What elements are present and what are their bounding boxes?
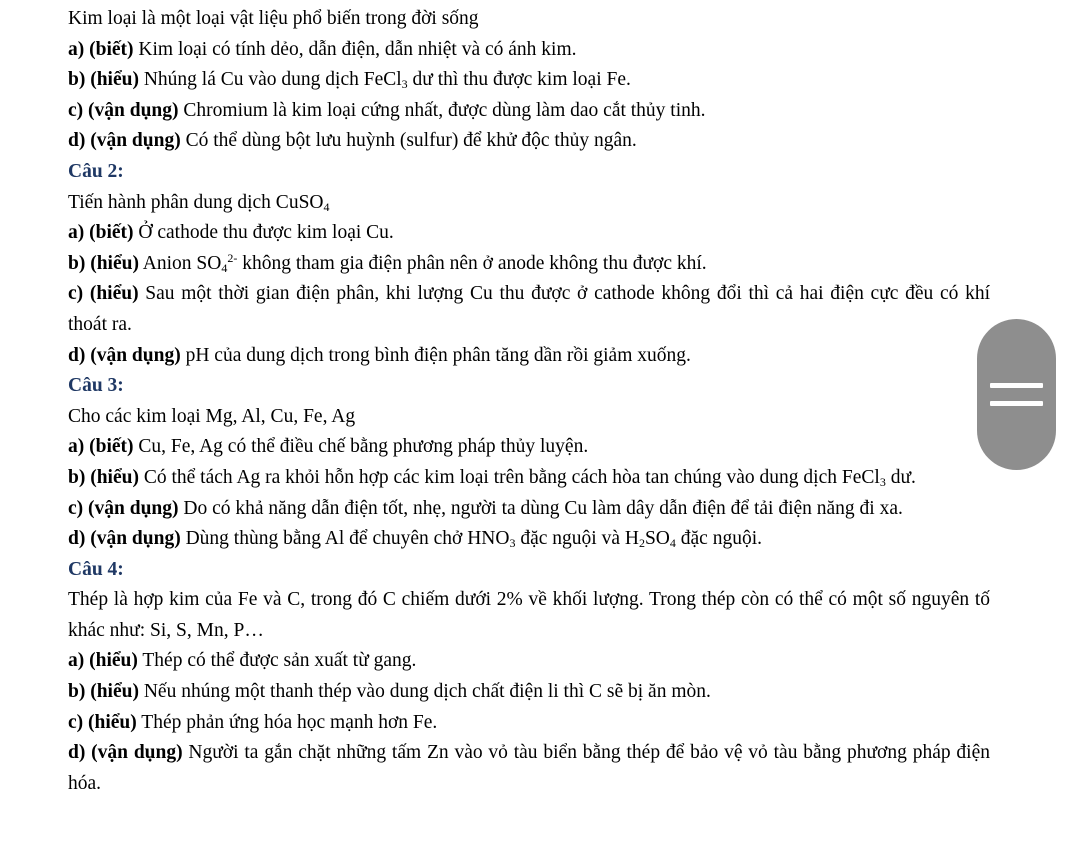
- drag-handle-button[interactable]: [977, 319, 1056, 470]
- drag-handle-icon: [990, 383, 1043, 388]
- q1-b-text-2: dư thì thu được kim loại Fe.: [407, 69, 631, 91]
- q3-b-text-2: dư.: [885, 466, 916, 488]
- q1-statement-c: [68, 96, 990, 127]
- q3-d-text-1: Dùng thùng bằng Al để chuyên chở HNO: [180, 528, 510, 550]
- q2-b-sub: 4: [221, 260, 228, 275]
- q3-d-label: d) (vận dụng): [68, 528, 181, 550]
- q2-heading: Câu 2:: [68, 160, 124, 182]
- q3-d-text-3: SO: [644, 528, 670, 550]
- q1-statement-a: [68, 35, 990, 66]
- q1-d-text: Có thể dùng bột lưu huỳnh (sulfur) để khử độc thủy ngân.: [180, 130, 637, 152]
- q4-statement-c: [68, 708, 990, 739]
- q2-d-text: pH của dung dịch trong bình điện phân tăng dần rồi giảm xuống.: [180, 344, 691, 366]
- q3-d-text-4: đặc nguội.: [675, 528, 762, 550]
- q3-intro: Cho các kim loại Mg, Al, Cu, Fe, Ag: [68, 405, 356, 427]
- q1-a-text: Kim loại có tính dẻo, dẫn điện, dẫn nhiệt và có ánh kim.: [133, 38, 577, 60]
- q1-b-label: b) (hiểu): [68, 69, 139, 91]
- q3-b-text-1: Có thể tách Ag ra khỏi hỗn hợp các kim loại trên bằng cách hòa tan chúng vào dung dịch FeCl: [138, 466, 880, 488]
- q4-statement-a: [68, 646, 990, 677]
- q4-d-text: Người ta gắn chặt những tấm Zn vào vỏ tàu biển bằng thép để bảo vệ vỏ tàu bằng phương pháp điện hóa.: [68, 742, 990, 794]
- q4-statement-d: [68, 738, 990, 799]
- q2-c-text: Sau một thời gian điện phân, khi lượng Cu thu được ở cathode không đổi thì cả hai điện cực đều có khí thoát ra.: [68, 283, 990, 335]
- q2-statement-d: [68, 341, 990, 372]
- q3-statement-d: [68, 524, 990, 555]
- q2-c-label: c) (hiểu): [68, 283, 139, 305]
- q2-statement-c: [68, 279, 990, 340]
- q1-statement-d: [68, 126, 990, 157]
- q4-intro: Thép là hợp kim của Fe và C, trong đó C chiếm dưới 2% về khối lượng. Trong thép còn có thể có một số nguyên tố khác như: Si, S, Mn, P…: [68, 589, 990, 641]
- q2-intro-sub: 4: [323, 199, 330, 214]
- q2-d-label: d) (vận dụng): [68, 344, 181, 366]
- q3-d-sub-1: 3: [509, 536, 516, 551]
- q3-a-label: a) (biết): [68, 436, 134, 458]
- q2-statement-b: [68, 249, 990, 280]
- q3-a-text: Cu, Fe, Ag có thể điều chế bằng phương pháp thủy luyện.: [133, 436, 589, 458]
- q1-c-label: c) (vận dụng): [68, 99, 179, 121]
- document-body: [68, 4, 990, 799]
- drag-handle-icon-line: [990, 401, 1043, 406]
- q1-d-label: d) (vận dụng): [68, 130, 181, 152]
- q1-b-sub: 3: [401, 77, 408, 92]
- q1-b-text-1: Nhúng lá Cu vào dung dịch FeCl: [138, 69, 402, 91]
- q2-b-sup: 2-: [227, 250, 238, 265]
- q3-statement-b: [68, 463, 990, 494]
- q2-a-text: Ở cathode thu được kim loại Cu.: [133, 222, 394, 244]
- q3-statement-a: [68, 432, 990, 463]
- q2-intro-text: Tiến hành phân dung dịch CuSO: [68, 191, 324, 213]
- q2-b-label: b) (hiểu): [68, 252, 139, 274]
- q3-d-text-2: đặc nguội và H: [515, 528, 639, 550]
- q3-c-text: Do có khả năng dẫn điện tốt, nhẹ, người ta dùng Cu làm dây dẫn điện để tải điện năng đi xa.: [178, 497, 903, 519]
- q4-c-text: Thép phản ứng hóa học mạnh hơn Fe.: [136, 711, 438, 733]
- q2-b-text-2: không tham gia điện phân nên ở anode không thu được khí.: [237, 252, 707, 274]
- q4-d-label: d) (vận dụng): [68, 742, 183, 764]
- q1-a-label: a) (biết): [68, 38, 134, 60]
- q3-b-label: b) (hiểu): [68, 466, 139, 488]
- q1-statement-b: [68, 65, 990, 96]
- q2-intro: [68, 188, 990, 219]
- q4-a-text: Thép có thể được sản xuất từ gang.: [137, 650, 417, 672]
- q4-b-text: Nếu nhúng một thanh thép vào dung dịch chất điện li thì C sẽ bị ăn mòn.: [138, 681, 711, 703]
- q3-statement-c: [68, 494, 990, 525]
- q4-b-label: b) (hiểu): [68, 681, 139, 703]
- q4-c-label: c) (hiểu): [68, 711, 137, 733]
- q3-d-sub-3: 4: [669, 536, 676, 551]
- q3-c-label: c) (vận dụng): [68, 497, 179, 519]
- q4-heading: Câu 4:: [68, 558, 124, 580]
- q2-a-label: a) (biết): [68, 222, 134, 244]
- q2-b-text-1: Anion SO: [138, 252, 222, 274]
- q3-heading: Câu 3:: [68, 375, 124, 397]
- q1-c-text: Chromium là kim loại cứng nhất, được dùng làm dao cắt thủy tinh.: [178, 99, 706, 121]
- q3-b-sub: 3: [879, 474, 886, 489]
- q4-a-label: a) (hiểu): [68, 650, 138, 672]
- q3-d-sub-2: 2: [638, 536, 645, 551]
- q1-intro: Kim loại là một loại vật liệu phổ biến trong đời sống: [68, 8, 479, 29]
- q2-statement-a: [68, 218, 990, 249]
- q4-statement-b: [68, 677, 990, 708]
